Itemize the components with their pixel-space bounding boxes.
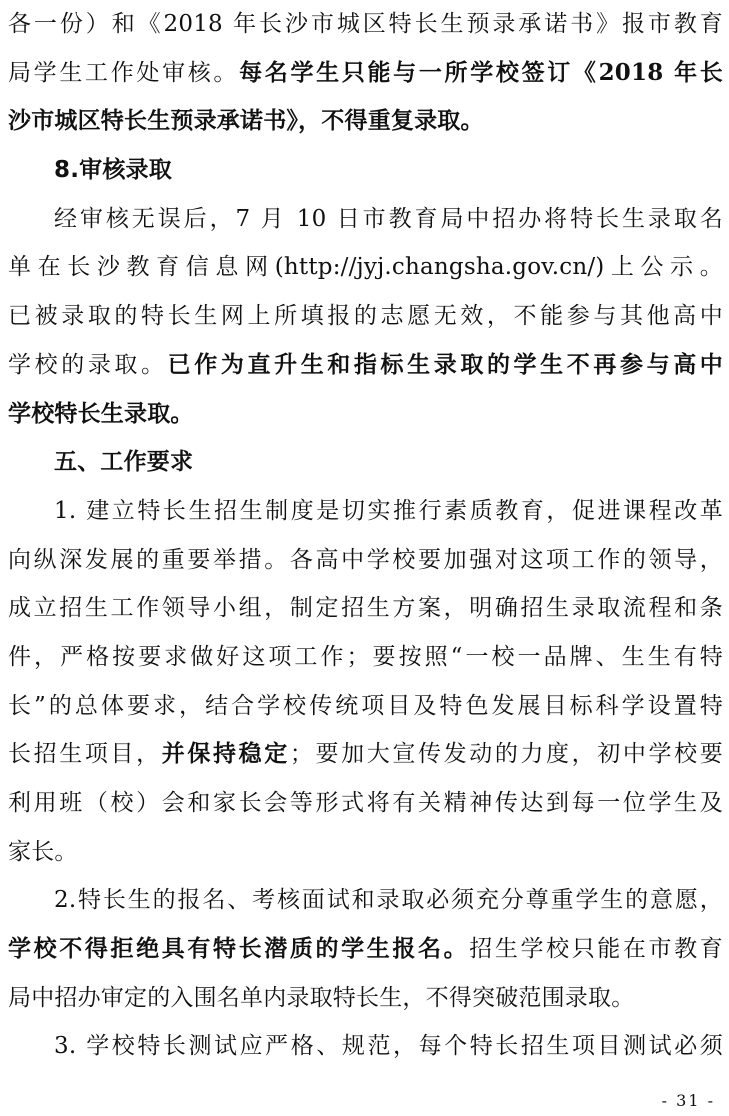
text-line — [8, 730, 723, 779]
text-line — [8, 97, 723, 146]
bold-text-segment: 每名学生只能与一所学校签订《2018 年长 — [239, 58, 723, 86]
text-line — [8, 1022, 723, 1071]
text-segment: 利用班（校）会和家长会等形式将有关精神传达到每一位学生及 — [8, 790, 723, 816]
text-line — [8, 487, 723, 536]
text-segment: 成立招生工作领导小组，制定招生方案，明确招生录取流程和条 — [8, 595, 723, 622]
bold-text-segment: 学校不得拒绝具有特长潜质的学生报名。 — [8, 935, 470, 963]
text-segment: ；要加大宣传发动的力度，初中学校要 — [289, 741, 723, 768]
text-segment: 招生学校只能在市教育 — [469, 936, 723, 963]
text-line — [8, 974, 723, 1023]
text-segment: 已被录取的特长生网上所填报的志愿无效，不能参与其他高中 — [8, 303, 723, 330]
text-line — [8, 390, 723, 439]
text-line — [8, 195, 723, 244]
text-segment: 单在长沙教育信息网(http://jyj.changsha.gov.cn/)上公示。 — [8, 254, 723, 281]
text-segment: 件，严格按要求做好这项工作；要按照“一校一品牌、生生有特 — [8, 643, 723, 670]
bold-text-segment: 沙市城区特长生预录承诺书》，不得重复录取。 — [8, 107, 484, 135]
text-segment: 3. 学校特长测试应严格、规范，每个特长招生项目测试必须 — [54, 1033, 723, 1060]
text-line — [8, 0, 723, 49]
text-line — [8, 682, 723, 731]
section-heading — [8, 146, 723, 195]
text-segment: 各一份）和《2018 年长沙市城区特长生预录承诺书》报市教育 — [8, 11, 723, 37]
text-segment: 8.审核录取 — [54, 157, 172, 184]
text-segment: 长”的总体要求，结合学校传统项目及特色发展目标科学设置特 — [8, 692, 723, 719]
text-segment: 1. 建立特长生招生制度是切实推行素质教育，促进课程改革 — [54, 497, 723, 524]
text-line — [8, 633, 723, 682]
text-segment: 家长。 — [8, 838, 78, 865]
text-segment: 五、工作要求 — [54, 449, 194, 476]
section-heading — [8, 438, 723, 487]
bold-text-segment: 学校特长生录取。 — [8, 399, 194, 427]
text-segment: 局学生工作处审核。 — [8, 59, 240, 86]
text-segment: 向纵深发展的重要举措。各高中学校要加强对这项工作的领导， — [8, 546, 723, 573]
document-page — [8, 0, 723, 1071]
bold-text-segment: 已作为直升生和指标生录取的学生不再参与高中 — [167, 350, 723, 378]
text-line — [8, 243, 723, 292]
text-line — [8, 584, 723, 633]
text-line — [8, 536, 723, 585]
text-segment: 经审核无误后，7 月 10 日市教育局中招办将特长生录取名 — [54, 205, 723, 232]
text-line — [8, 292, 723, 341]
bold-text-segment: 并保持稳定 — [161, 740, 290, 768]
text-segment: 局中招办审定的入围名单内录取特长生，不得突破范围录取。 — [8, 984, 635, 1011]
text-line — [8, 925, 723, 974]
text-line — [8, 876, 723, 925]
text-line — [8, 828, 723, 877]
text-segment: 学校的录取。 — [8, 351, 168, 378]
text-line — [8, 779, 723, 828]
page-number: - 31 - — [661, 1091, 715, 1110]
text-segment: 2.特长生的报名、考核面试和录取必须充分尊重学生的意愿， — [54, 887, 723, 914]
text-line — [8, 341, 723, 390]
text-segment: 长招生项目， — [8, 741, 162, 768]
text-line — [8, 49, 723, 98]
